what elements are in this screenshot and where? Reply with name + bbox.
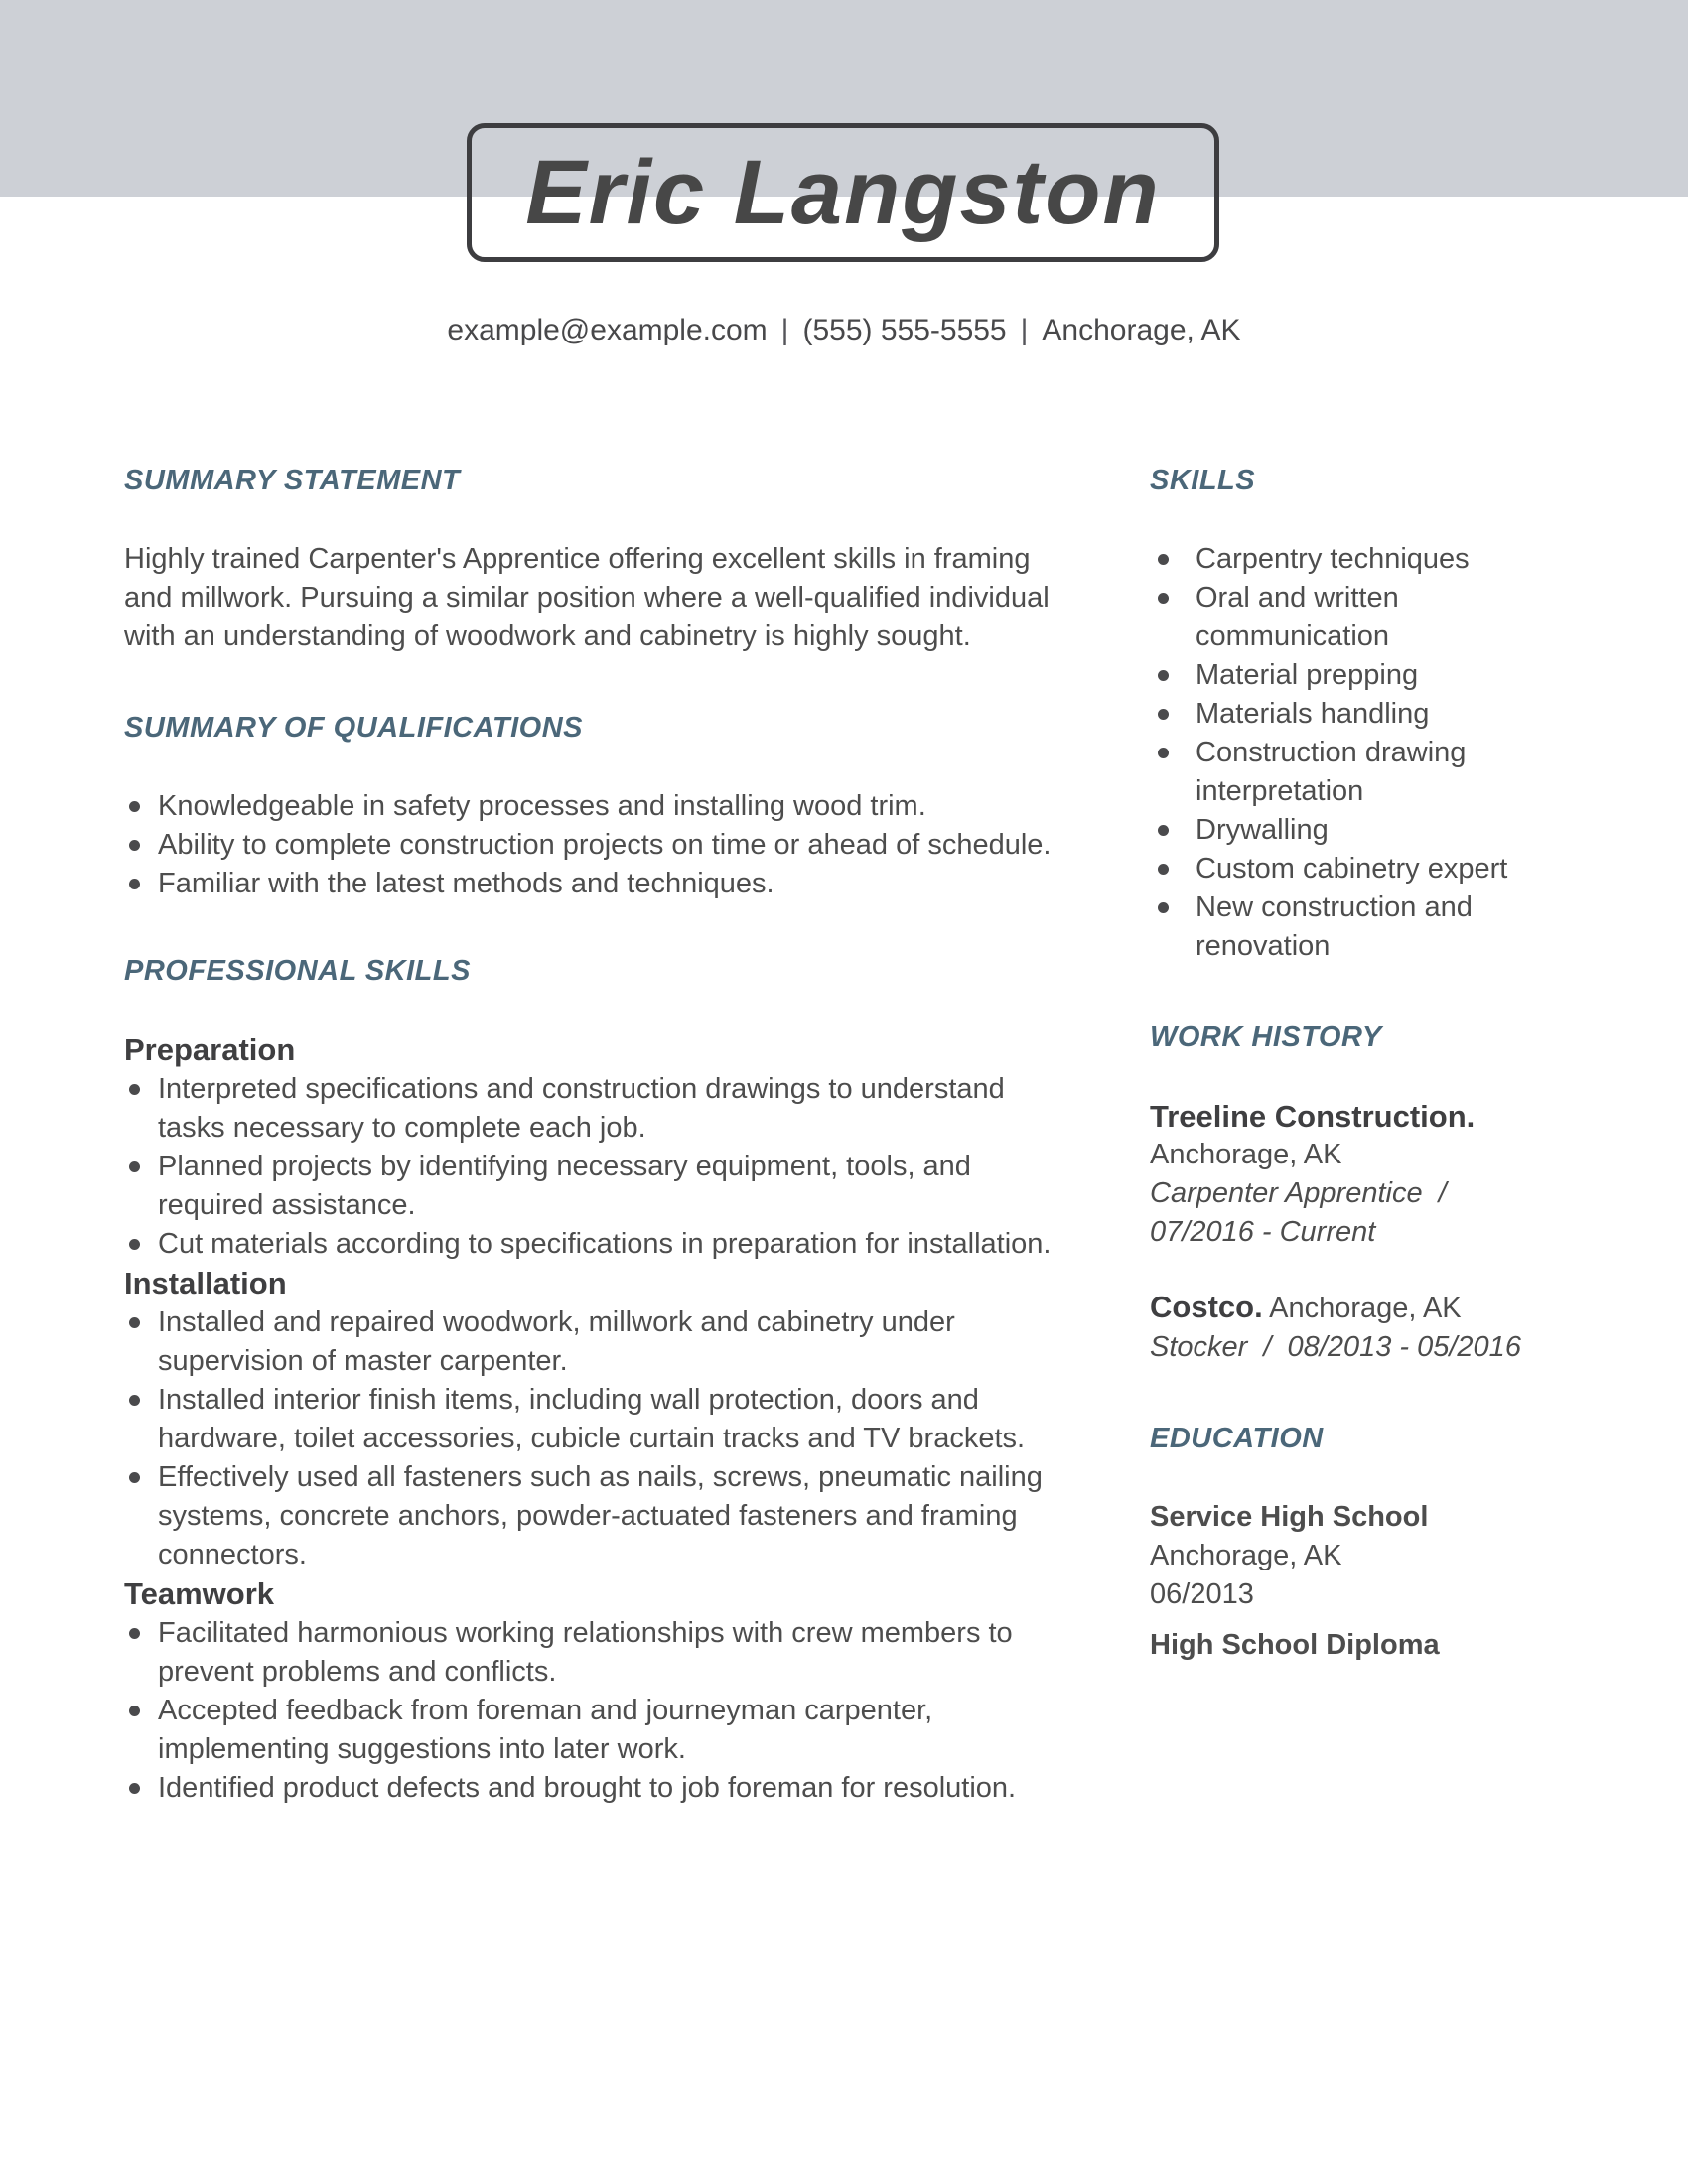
bullet-text: Cut materials according to specifications in preparation for installation.: [158, 1228, 1052, 1260]
list-item: [124, 826, 1053, 865]
section-work-history: [1150, 1020, 1559, 1367]
list-item: [1150, 579, 1559, 656]
summary-text: Highly trained Carpenter's Apprentice offering excellent skills in framing and millwork. Pursuing a similar position where a well-qualified individual with an understanding of woodwork and cabinetry is highly sought.: [124, 543, 1050, 652]
skills-list: [1150, 540, 1559, 966]
company-line: [1150, 1288, 1559, 1328]
bullet-text: Knowledgeable in safety processes and installing wood trim.: [158, 790, 926, 822]
qualifications-list: [124, 787, 1053, 903]
job-dates: 07/2016 - Current: [1150, 1216, 1376, 1248]
skill-group-title: Installation: [124, 1266, 287, 1300]
bullet-text: Materials handling: [1196, 698, 1430, 730]
bullet-text: Ability to complete construction projects on time or ahead of schedule.: [158, 829, 1052, 861]
list-item: [1150, 695, 1559, 734]
list-item: [124, 787, 1053, 826]
bullet-text: Construction drawing interpretation: [1196, 737, 1467, 807]
list-item: [124, 1458, 1053, 1574]
list-item: [124, 1148, 1053, 1225]
name-box: [467, 123, 1219, 262]
education-date: 06/2013: [1150, 1578, 1254, 1610]
school-name: Service High School: [1150, 1501, 1429, 1533]
job-location: Anchorage, AK: [1269, 1293, 1462, 1324]
section-heading: EDUCATION: [1150, 1423, 1324, 1454]
bullet-text: Installed interior finish items, including wall protection, doors and hardware, toilet accessories, cubicle curtain tracks and TV brackets.: [158, 1384, 1026, 1454]
bullet-text: Interpreted specifications and construction drawings to understand tasks necessary to complete each job.: [158, 1073, 1005, 1144]
section-professional-skills: [124, 953, 1053, 1808]
list-item: [1150, 540, 1559, 579]
job-title: Stocker: [1150, 1331, 1248, 1363]
section-education: [1150, 1421, 1559, 1665]
job-title-line: [1150, 1174, 1559, 1252]
company-name: Costco.: [1150, 1290, 1263, 1324]
list-item: [124, 1303, 1053, 1381]
list-item: [1150, 734, 1559, 811]
section-summary-statement: [124, 463, 1053, 656]
section-skills: [1150, 463, 1559, 966]
skill-group-list: [124, 1070, 1053, 1264]
separator: |: [780, 314, 789, 346]
separator: /: [1263, 1331, 1272, 1363]
bullet-text: Custom cabinetry expert: [1196, 853, 1508, 885]
bullet-text: Installed and repaired woodwork, millwork and cabinetry under supervision of master carpenter.: [158, 1306, 955, 1377]
bullet-text: New construction and renovation: [1196, 891, 1473, 962]
section-heading: SUMMARY OF QUALIFICATIONS: [124, 712, 583, 744]
company-name: Treeline Construction.: [1150, 1099, 1476, 1134]
job-title-line: [1150, 1328, 1559, 1367]
email-text: example@example.com: [447, 314, 768, 346]
job-entry: [1150, 1097, 1559, 1252]
separator: /: [1438, 1177, 1447, 1209]
section-heading: SUMMARY STATEMENT: [124, 465, 461, 496]
bullet-text: Familiar with the latest methods and techniques.: [158, 868, 774, 899]
skill-group-list: [124, 1303, 1053, 1574]
left-column: [124, 463, 1053, 1808]
bullet-text: Identified product defects and brought to job foreman for resolution.: [158, 1772, 1017, 1804]
list-item: [1150, 811, 1559, 850]
section-qualifications: [124, 710, 1053, 903]
section-heading: SKILLS: [1150, 465, 1256, 496]
list-item: [124, 1070, 1053, 1148]
bullet-text: Accepted feedback from foreman and journeyman carpenter, implementing suggestions into later work.: [158, 1695, 933, 1765]
skill-group-title: Teamwork: [124, 1576, 275, 1611]
contact-line: [0, 311, 1688, 350]
job-dates: 08/2013 - 05/2016: [1287, 1331, 1521, 1363]
list-item: [124, 865, 1053, 903]
list-item: [124, 1381, 1053, 1458]
list-item: [124, 1225, 1053, 1264]
job-entry: [1150, 1288, 1559, 1367]
location-text: Anchorage, AK: [1042, 314, 1241, 346]
section-heading: WORK HISTORY: [1150, 1022, 1382, 1053]
bullet-text: Carpentry techniques: [1196, 543, 1470, 575]
separator: |: [1020, 314, 1029, 346]
section-heading: PROFESSIONAL SKILLS: [124, 955, 471, 987]
list-item: [1150, 850, 1559, 888]
list-item: [124, 1769, 1053, 1808]
bullet-text: Effectively used all fasteners such as nails, screws, pneumatic nailing systems, concrete anchors, powder-actuated fasteners and framing connectors.: [158, 1461, 1043, 1570]
education-location: Anchorage, AK: [1150, 1540, 1342, 1571]
job-location: Anchorage, AK: [1150, 1139, 1342, 1170]
candidate-name: Eric Langston: [525, 141, 1161, 243]
bullet-text: Oral and written communication: [1196, 582, 1399, 652]
skill-group-title: Preparation: [124, 1032, 296, 1067]
bullet-text: Drywalling: [1196, 814, 1329, 846]
bullet-text: Planned projects by identifying necessary equipment, tools, and required assistance.: [158, 1151, 971, 1221]
list-item: [124, 1692, 1053, 1769]
job-title: Carpenter Apprentice: [1150, 1177, 1423, 1209]
credential: High School Diploma: [1150, 1629, 1440, 1661]
right-column: [1150, 463, 1559, 1665]
list-item: [1150, 888, 1559, 966]
list-item: [124, 1614, 1053, 1692]
list-item: [1150, 656, 1559, 695]
skill-group-list: [124, 1614, 1053, 1808]
phone-text: (555) 555-5555: [802, 314, 1007, 346]
bullet-text: Facilitated harmonious working relationships with crew members to prevent problems and conflicts.: [158, 1617, 1013, 1688]
bullet-text: Material prepping: [1196, 659, 1419, 691]
